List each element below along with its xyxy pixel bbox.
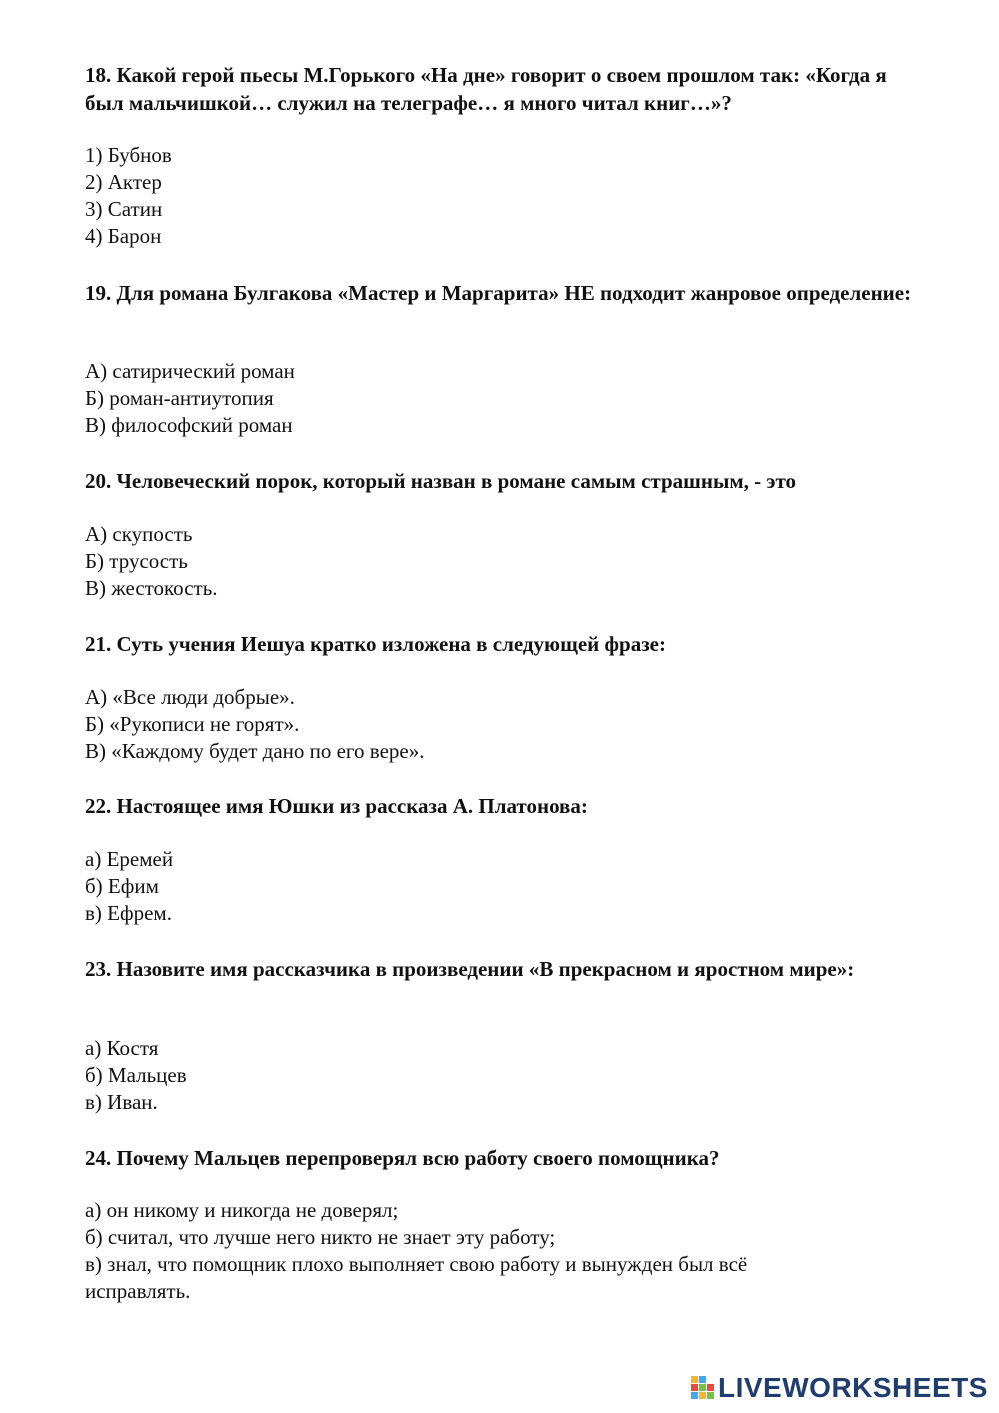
option: В) философский роман xyxy=(85,413,293,437)
option: Б) «Рукописи не горят». xyxy=(85,712,300,736)
liveworksheets-logo-icon xyxy=(690,1374,716,1402)
question-23-options xyxy=(85,1035,945,1116)
option: 2) Актер xyxy=(85,170,162,194)
question-23: 23. Назовите имя рассказчика в произведении «В прекрасном и яростном мире»: xyxy=(85,957,855,981)
option: в) Иван. xyxy=(85,1090,158,1114)
option: Б) трусость xyxy=(85,549,188,573)
option: А) сатирический роман xyxy=(85,359,295,383)
option: в) знал, что помощник плохо выполняет свою работу и вынужден был всё исправлять. xyxy=(85,1252,748,1303)
option: А) скупость xyxy=(85,522,193,546)
question-21: 21. Суть учения Иешуа кратко изложена в следующей фразе: xyxy=(85,632,666,656)
option: б) считал, что лучше него никто не знает эту работу; xyxy=(85,1225,556,1249)
option: б) Мальцев xyxy=(85,1063,187,1087)
question-19-options xyxy=(85,358,945,439)
question-18: 18. Какой герой пьесы М.Горького «На дне» говорит о своем прошлом так: «Когда я был мальчишкой… служил на телеграфе… я много читал книг…»? xyxy=(85,63,887,115)
option: а) Костя xyxy=(85,1036,159,1060)
question-21-options xyxy=(85,684,945,765)
option: б) Ефим xyxy=(85,874,159,898)
liveworksheets-logo[interactable] xyxy=(690,1370,988,1406)
question-24: 24. Почему Мальцев перепроверял всю работу своего помощника? xyxy=(85,1146,720,1170)
question-20: 20. Человеческий порок, который назван в романе самым страшным, - это xyxy=(85,469,797,493)
question-18-options xyxy=(85,142,945,250)
question-20-options xyxy=(85,521,945,602)
option: 1) Бубнов xyxy=(85,143,172,167)
option: Б) роман-антиутопия xyxy=(85,386,274,410)
option: В) «Каждому будет дано по его вере». xyxy=(85,739,425,763)
question-24-options xyxy=(85,1197,845,1305)
question-22: 22. Настоящее имя Юшки из рассказа А. Платонова: xyxy=(85,794,588,818)
option: а) он никому и никогда не доверял; xyxy=(85,1198,399,1222)
logo-text: LIVEWORKSHEETS xyxy=(718,1372,988,1403)
option: 4) Барон xyxy=(85,224,162,248)
option: в) Ефрем. xyxy=(85,901,172,925)
option: А) «Все люди добрые». xyxy=(85,685,295,709)
question-19: 19. Для романа Булгакова «Мастер и Маргарита» НЕ подходит жанровое определение: xyxy=(85,281,912,305)
option: В) жестокость. xyxy=(85,576,218,600)
question-22-options xyxy=(85,846,945,927)
option: а) Еремей xyxy=(85,847,174,871)
option: 3) Сатин xyxy=(85,197,163,221)
